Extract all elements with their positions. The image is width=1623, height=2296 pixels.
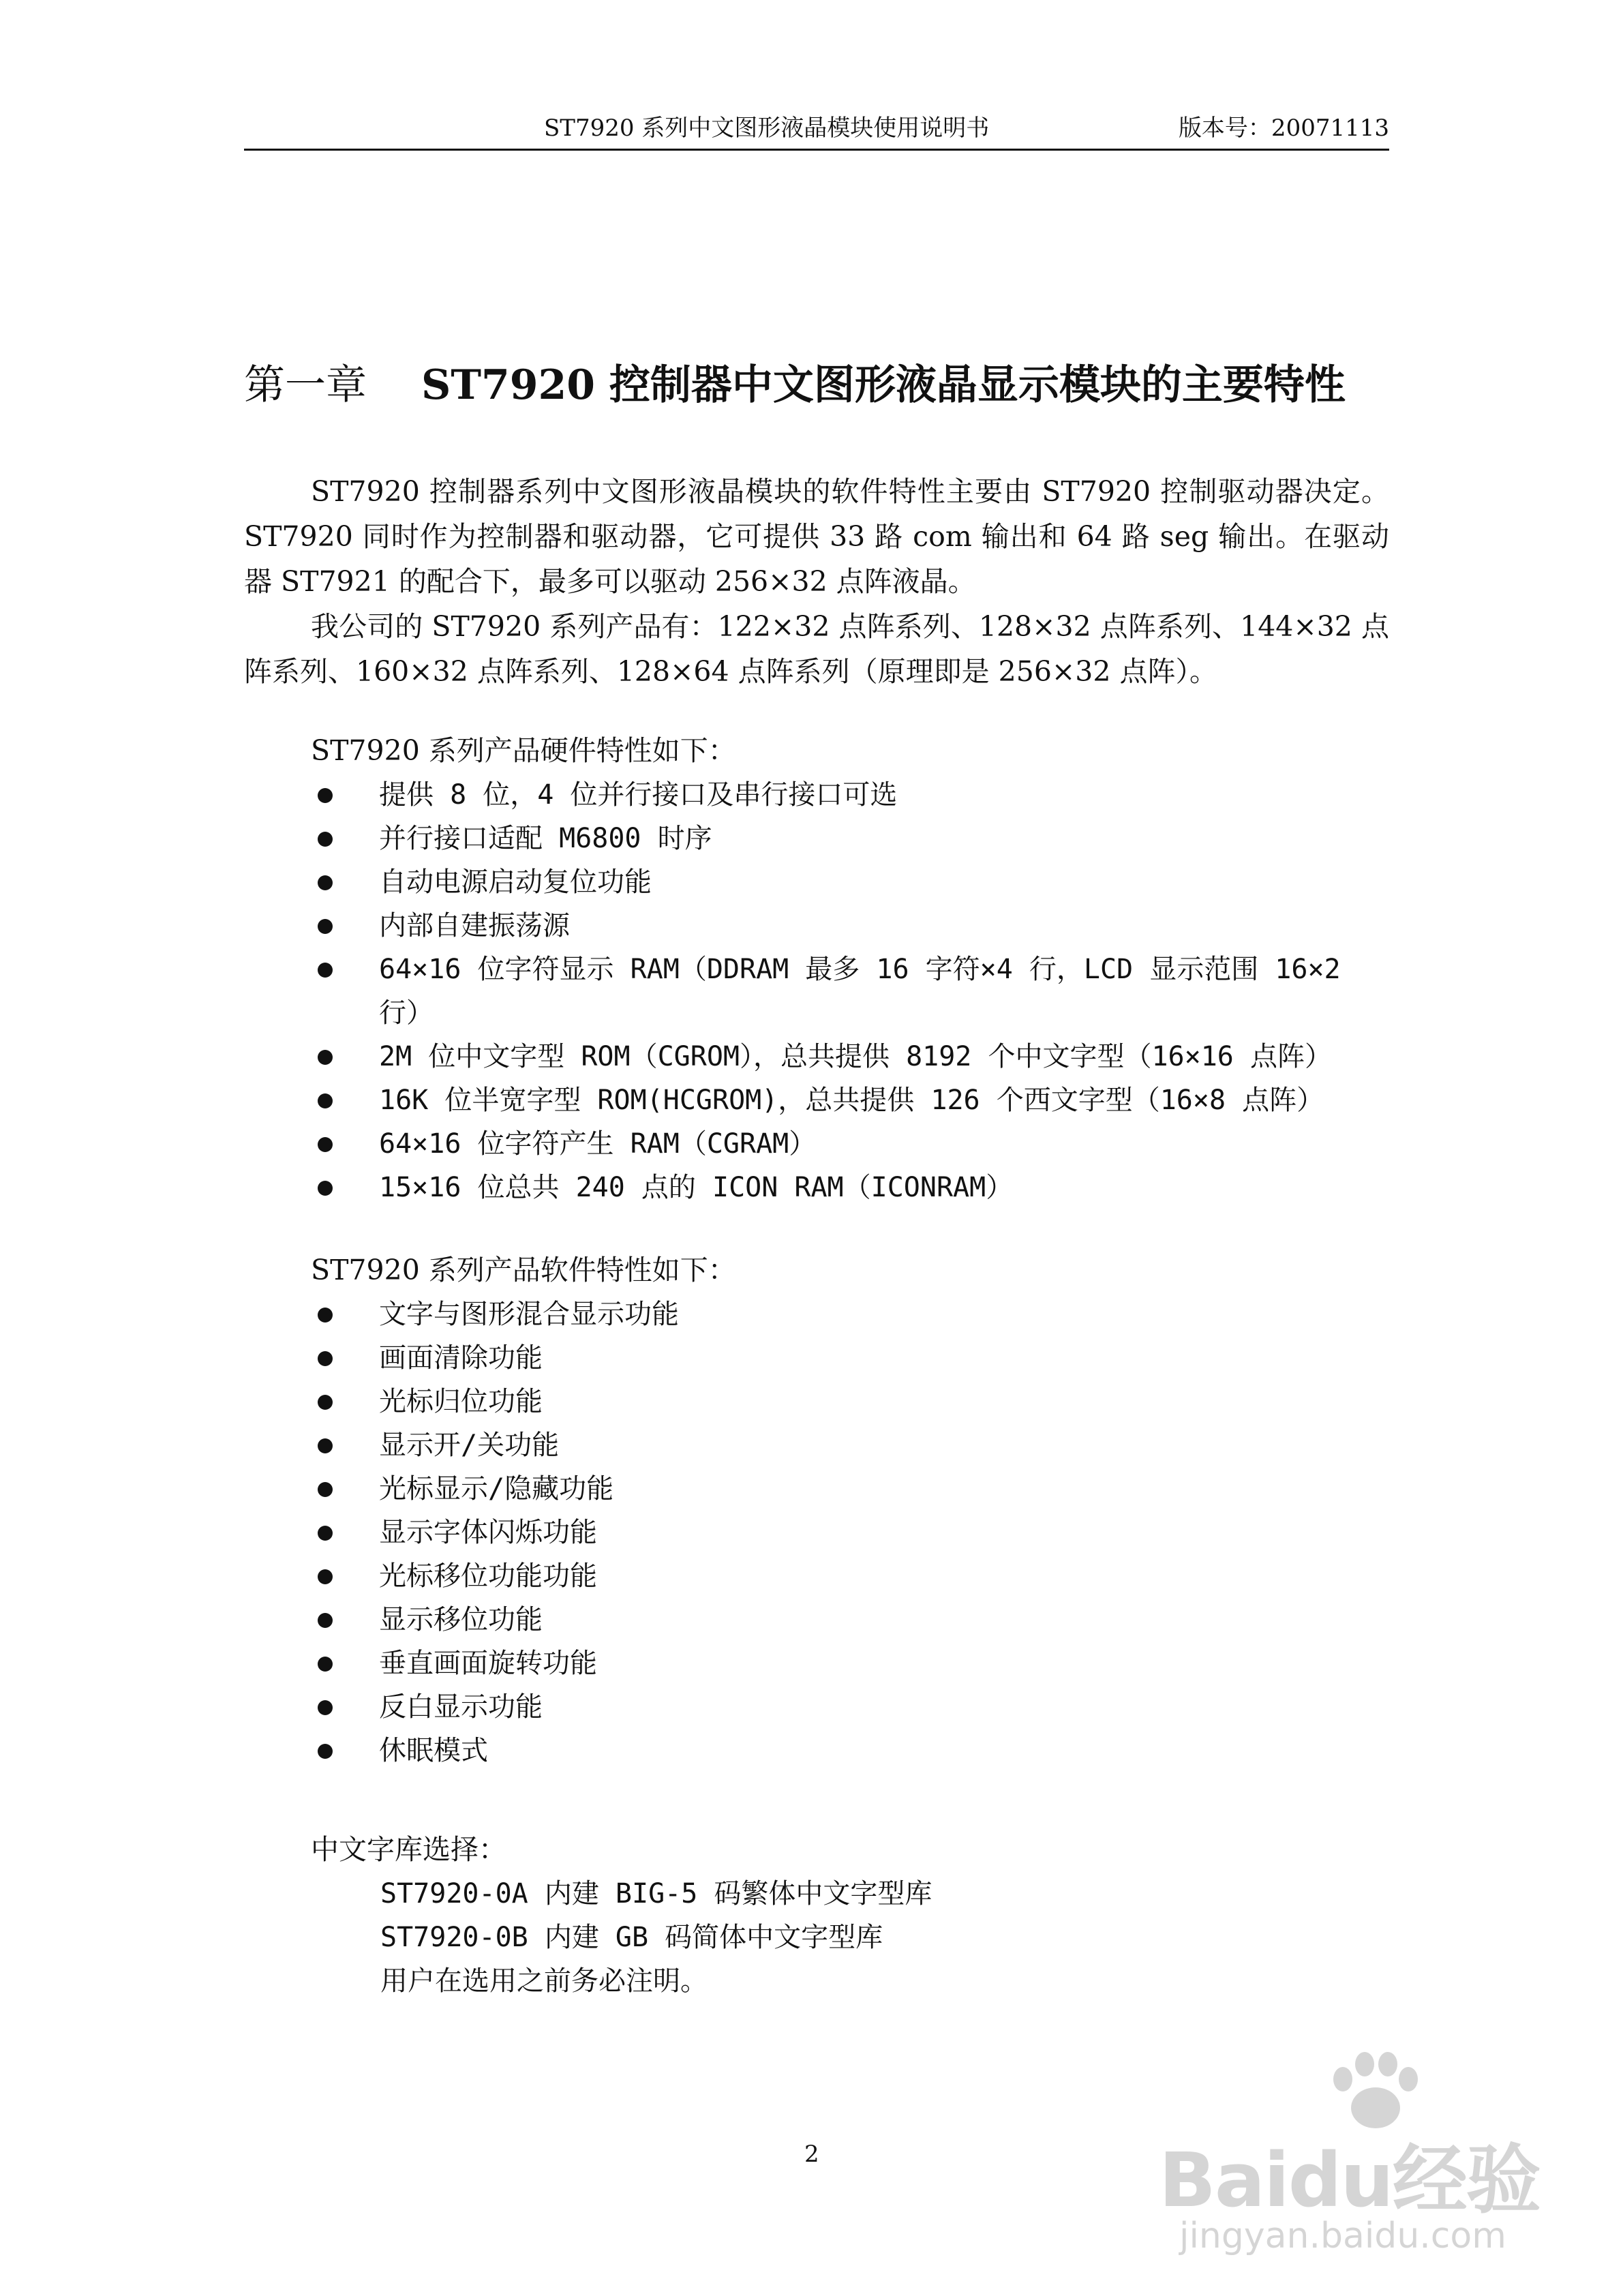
bullet-icon — [318, 1137, 333, 1152]
fontlib-line: 用户在选用之前务必注明。 — [380, 1965, 708, 1997]
list-item: 显示字体闪烁功能 — [311, 1511, 1395, 1554]
header-version: 版本号：20071113 — [1178, 115, 1389, 142]
intro-paragraph-2: 我公司的 ST7920 系列产品有：122×32 点阵系列、128×32 点阵系列、144×32 点阵系列、160×32 点阵系列、128×64 点阵系列（原理即是 256×32 点阵）。 — [244, 610, 1389, 688]
software-heading: ST7920 系列产品软件特性如下： — [311, 1254, 736, 1286]
list-item: 光标归位功能 — [311, 1380, 1395, 1423]
bullet-icon — [318, 875, 333, 890]
list-item: 自动电源启动复位功能 — [311, 860, 1395, 904]
intro-paragraph-1: ST7920 控制器系列中文图形液晶模块的软件特性主要由 ST7920 控制驱动器决定。ST7920 同时作为控制器和驱动器，它可提供 33 路 com 输出和 64 路 seg 输出。在驱动器 ST7921 的配合下，最多可以驱动 256×32 点阵液晶。 — [244, 475, 1389, 598]
list-item: 光标显示/隐藏功能 — [311, 1467, 1395, 1511]
list-item: 提供 8 位，4 位并行接口及串行接口可选 — [311, 773, 1395, 817]
fontlib-line: ST7920-0B 内建 GB 码简体中文字型库 — [380, 1922, 883, 1953]
bullet-icon — [318, 1181, 333, 1196]
bullet-icon — [318, 832, 333, 847]
bullet-icon — [318, 963, 333, 978]
watermark-url: jingyan.baidu.com — [1179, 2216, 1506, 2256]
list-item: 反白显示功能 — [311, 1685, 1395, 1729]
list-item: 并行接口适配 M6800 时序 — [311, 817, 1395, 860]
bullet-icon — [318, 1744, 333, 1759]
fontlib-line: ST7920-0A 内建 BIG-5 码繁体中文字型库 — [380, 1878, 932, 1909]
page-number: 2 — [804, 2141, 819, 2168]
list-item: 内部自建振荡源 — [311, 904, 1395, 948]
list-item: 显示移位功能 — [311, 1598, 1395, 1642]
bullet-icon — [318, 788, 333, 803]
chapter-title — [244, 358, 1346, 412]
bullet-icon — [318, 1613, 333, 1628]
list-item: 休眠模式 — [311, 1729, 1395, 1772]
chapter-heading: ST7920 控制器中文图形液晶显示模块的主要特性 — [421, 361, 1346, 409]
bullet-icon — [318, 1050, 333, 1065]
bullet-icon — [318, 1308, 333, 1323]
baidu-watermark — [1152, 2045, 1561, 2263]
bullet-icon — [318, 1093, 333, 1108]
bullet-icon — [318, 1438, 333, 1453]
list-item: 画面清除功能 — [311, 1336, 1395, 1380]
list-item: 垂直画面旋转功能 — [311, 1642, 1395, 1685]
list-item: 光标移位功能功能 — [311, 1554, 1395, 1598]
list-item: 15×16 位总共 240 点的 ICON RAM（ICONRAM） — [311, 1166, 1395, 1209]
list-item: 64×16 位字符产生 RAM（CGRAM） — [311, 1122, 1395, 1166]
hardware-heading: ST7920 系列产品硬件特性如下： — [311, 734, 736, 767]
bullet-icon — [318, 1700, 333, 1715]
header-title: ST7920 系列中文图形液晶模块使用说明书 — [544, 115, 990, 142]
list-item: 2M 位中文字型 ROM（CGROM），总共提供 8192 个中文字型（16×16 点阵） — [311, 1035, 1395, 1078]
hardware-feature-list — [311, 773, 1395, 1209]
bullet-icon — [318, 1526, 333, 1541]
list-item: 64×16 位字符显示 RAM（DDRAM 最多 16 字符×4 行，LCD 显示范围 16×2 行） — [311, 948, 1395, 1035]
bullet-icon — [318, 1351, 333, 1366]
list-item: 文字与图形混合显示功能 — [311, 1293, 1395, 1336]
bullet-icon — [318, 1395, 333, 1410]
header-divider — [244, 149, 1389, 151]
software-feature-list — [311, 1293, 1395, 1772]
fontlib-heading: 中文字库选择： — [311, 1833, 506, 1866]
bullet-icon — [318, 1569, 333, 1584]
bullet-icon — [318, 1482, 333, 1497]
chapter-number: 第一章 — [244, 361, 367, 409]
bullet-icon — [318, 1657, 333, 1672]
watermark-logo: Baidu经验 — [1159, 2136, 1540, 2224]
list-item: 16K 位半宽字型 ROM(HCGROM)，总共提供 126 个西文字型（16×8 点阵） — [311, 1078, 1395, 1122]
bullet-icon — [318, 919, 333, 934]
list-item: 显示开/关功能 — [311, 1423, 1395, 1467]
